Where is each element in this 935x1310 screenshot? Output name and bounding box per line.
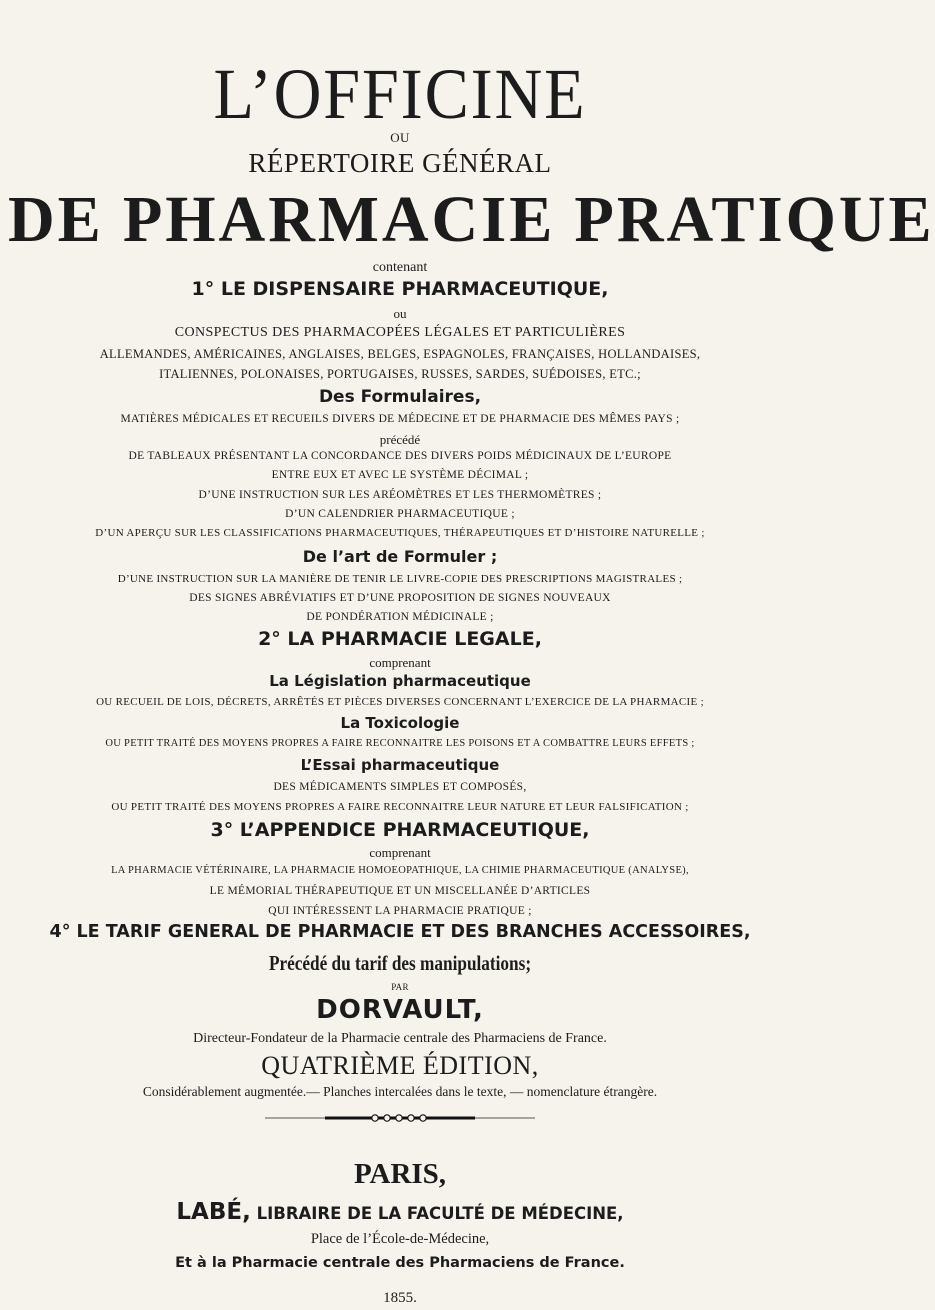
contenant-label: contenant: [372, 260, 428, 275]
edition: QUATRIÈME ÉDITION,: [261, 1051, 539, 1080]
section1-line12: DE PONDÉRATION MÉDICINALE ;: [306, 611, 494, 623]
legislation-heading: La Législation pharmaceutique: [269, 672, 531, 690]
section1-line1: CONSPECTUS DES PHARMACOPÉES LÉGALES ET PARTICULIÈRES: [174, 325, 626, 340]
section1-line2: ALLEMANDES, AMÉRICAINES, ANGLAISES, BELGES, ESPAGNOLES, FRANÇAISES, HOLLANDAISES,: [99, 347, 701, 361]
section1-line6: ENTRE EUX ET AVEC LE SYSTÈME DÉCIMAL ;: [271, 469, 529, 481]
subtitle: RÉPERTOIRE GÉNÉRAL: [248, 148, 552, 178]
section2-heading: 2° LA PHARMACIE LEGALE,: [258, 628, 542, 650]
section1-line9: D’UN APERÇU SUR LES CLASSIFICATIONS PHARMACEUTIQUES, THÉRAPEUTIQUES ET D’HISTOIRE NATURELLE ;: [95, 527, 705, 539]
pharmacie-centrale: Et à la Pharmacie centrale des Pharmaciens de France.: [175, 1255, 625, 1271]
section1-line10: D’UNE INSTRUCTION SUR LA MANIÈRE DE TENIR LE LIVRE-COPIE DES PRESCRIPTIONS MAGISTRALES ;: [117, 573, 683, 585]
section1-line4: MATIÈRES MÉDICALES ET RECUEILS DIVERS DE MÉDECINE ET DE PHARMACIE DES MÊMES PAYS ;: [120, 413, 680, 425]
section4-heading: 4° LE TARIF GENERAL DE PHARMACIE ET DES BRANCHES ACCESSOIRES,: [49, 922, 751, 942]
publisher-name: LABÉ,: [176, 1199, 251, 1225]
section3-line2: LE MÉMORIAL THÉRAPEUTIQUE ET UN MISCELLANÉE D’ARTICLES: [209, 885, 591, 897]
ou-connector: OU: [390, 130, 410, 145]
publisher-address: Place de l’École-de-Médecine,: [310, 1231, 490, 1247]
section2-line2: OU PETIT TRAITÉ DES MOYENS PROPRES A FAIRE RECONNAITRE LES POISONS ET A COMBATTRE LEURS EFFETS ;: [105, 738, 695, 749]
section3-comprenant: comprenant: [369, 845, 431, 860]
section1-line7: D’UNE INSTRUCTION SUR LES ARÉOMÈTRES ET LES THERMOMÈTRES ;: [198, 489, 602, 501]
tarif-manipulations: Précédé du tarif des manipulations;: [268, 951, 532, 975]
book-title: L’OFFICINE: [213, 54, 587, 134]
section1-line3: ITALIENNES, POLONAISES, PORTUGAISES, RUSSES, SARDES, SUÉDOISES, ETC.;: [159, 367, 641, 381]
section1-ou: ou: [393, 306, 407, 321]
publisher-description: LIBRAIRE DE LA FACULTÉ DE MÉDECINE,: [250, 1204, 624, 1223]
author-title: Directeur-Fondateur de la Pharmacie centrale des Pharmaciens de France.: [193, 1031, 607, 1046]
toxicologie-heading: La Toxicologie: [340, 714, 460, 732]
section2-line3: DES MÉDICAMENTS SIMPLES ET COMPOSÉS,: [273, 781, 527, 793]
city: PARIS,: [353, 1158, 447, 1190]
section1-precede: précédé: [379, 432, 421, 447]
section2-line1: OU RECUEIL DE LOIS, DÉCRETS, ARRÊTÉS ET PIÈCES DIVERSES CONCERNANT L’EXERCICE DE LA PHARMACIE ;: [96, 696, 704, 708]
formulaires-heading: Des Formulaires,: [318, 387, 482, 407]
section1-line11: DES SIGNES ABRÉVIATIFS ET D’UNE PROPOSITION DE SIGNES NOUVEAUX: [189, 592, 611, 604]
publisher-line: [0, 1201, 800, 1224]
section1-heading: 1° LE DISPENSAIRE PHARMACEUTIQUE,: [191, 278, 609, 300]
main-title: DE PHARMACIE PRATIQUE: [8, 183, 935, 256]
section2-line4: OU PETIT TRAITÉ DES MOYENS PROPRES A FAIRE RECONNAITRE LEUR NATURE ET LEUR FALSIFICATION ;: [111, 801, 689, 813]
art-formuler-heading: De l’art de Formuler ;: [302, 547, 498, 566]
essai-heading: L’Essai pharmaceutique: [300, 756, 500, 774]
par-label: PAR: [391, 982, 409, 992]
section3-line1: LA PHARMACIE VÉTÉRINAIRE, LA PHARMACIE HOMOEOPATHIQUE, LA CHIMIE PHARMACEUTIQUE (ANALYSE),: [111, 865, 689, 876]
section3-line3: QUI INTÉRESSENT LA PHARMACIE PRATIQUE ;: [268, 905, 532, 917]
publication-year: 1855.: [383, 1290, 417, 1306]
section1-line8: D’UN CALENDRIER PHARMACEUTIQUE ;: [285, 508, 515, 520]
section3-heading: 3° L’APPENDICE PHARMACEUTIQUE,: [210, 819, 590, 841]
decorative-rule: [265, 1113, 535, 1123]
section1-line5: DE TABLEAUX PRÉSENTANT LA CONCORDANCE DES DIVERS POIDS MÉDICINAUX DE L’EUROPE: [128, 450, 672, 462]
author-name: DORVAULT,: [316, 995, 484, 1025]
section2-comprenant: comprenant: [369, 655, 431, 670]
edition-note: Considérablement augmentée.— Planches intercalées dans le texte, — nomenclature étrangère.: [142, 1084, 658, 1099]
